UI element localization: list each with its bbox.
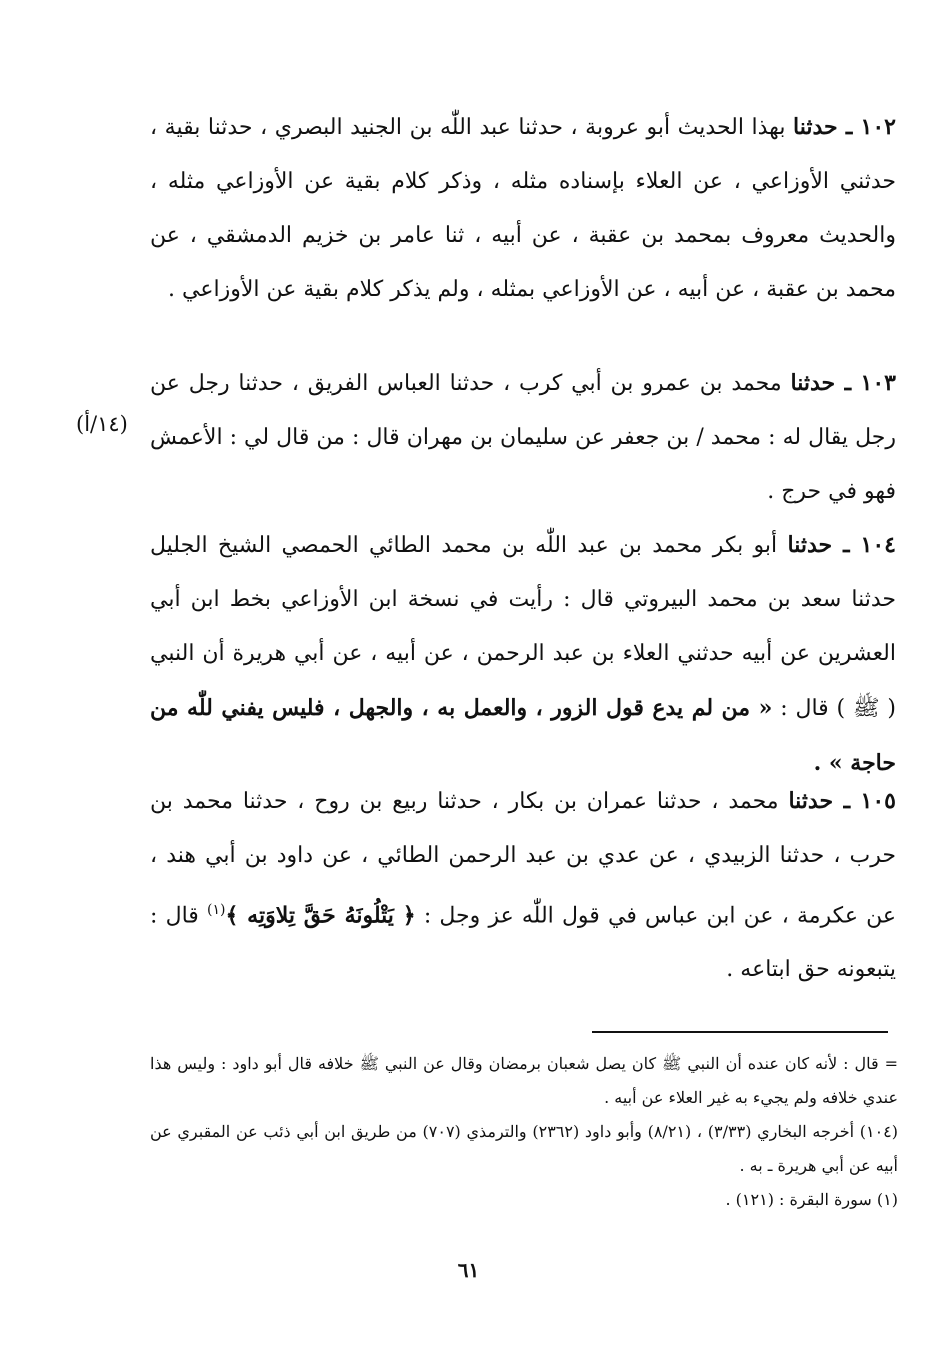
- footnote-marker: (١): [206, 902, 226, 918]
- hadith-104: [150, 518, 896, 791]
- hadith-103: [150, 356, 896, 519]
- hadith-number: ١٠٤ ـ حدثنا: [787, 532, 896, 558]
- hadith-tail: قال : يتبعونه حق ابتاعه .: [150, 903, 896, 983]
- quran-verse: ﴿ يَتْلُونَهُ حَقَّ تِلاوَتِه ﴾: [225, 902, 416, 929]
- margin-folio-note: (١٤/أ): [76, 412, 128, 436]
- hadith-102: [150, 100, 896, 317]
- hadith-text: محمد بن عمرو بن أبي كرب ، حدثنا العباس الفريق ، حدثنا رجل عن رجل يقال له : محمد / بن جعفر عن سليمان بن مهران قال : من قال لي : الأعمش فهو في حرج .: [150, 371, 896, 504]
- hadith-text: بهذا الحديث أبو عروبة ، حدثنا عبد اللّٰه بن الجنيد البصري ، حدثنا بقية ، حدثني الأوزاعي ، عن العلاء بإسناده مثله ، وذكر كلام بقية عن الأوزاعي مثله ، والحديث معروف بمحمد بن عقبة ، عن أبيه ، ثنا عامر بن خزيم الدمشقي ، عن محمد بن عقبة ، عن أبيه ، عن الأوزاعي بمثله ، ولم يذكر كلام بقية عن الأوزاعي .: [150, 115, 896, 302]
- hadith-quote: « من لم يدع قول الزور ، والعمل به ، والجهل ، فليس يفني للّٰه من حاجة » .: [150, 695, 896, 776]
- hadith-number: ١٠٢ ـ حدثنا: [793, 114, 896, 140]
- hadith-number: ١٠٣ ـ حدثنا: [790, 370, 896, 396]
- hadith-text: محمد ، حدثنا عمران بن بكار ، حدثنا ربيع بن روح ، حدثنا محمد بن حرب ، حدثنا الزبيدي ، عن عدي بن عبد الرحمن الطائي ، عن داود بن أبي هند ، عن عكرمة ، عن ابن عباس في قول اللّٰه عز وجل :: [150, 789, 897, 929]
- footnote-1: (١) سورة البقرة : (١٢١) .: [725, 1190, 898, 1209]
- page-number: ٦١: [457, 1258, 480, 1282]
- hadith-105: [150, 774, 896, 997]
- hadith-number: ١٠٥ ـ حدثنا: [788, 788, 896, 814]
- footnote-104: (١٠٤) أخرجه البخاري (٣/٣٣) ، (٨/٢١) وأبو داود (٢٣٦٢) والترمذي (٧٠٧) من طريق ابن أبي ذئب عن المقبري عن أبيه عن أبي هريرة ـ به .: [150, 1122, 899, 1175]
- footnote-continuation: = قال : لأنه كان عنده أن النبي ﷺ كان يصل شعبان برمضان وقال عن النبي ﷺ خلافه قال أبو داود : وليس هذا عندي خلافه ولم يجيء به غير العلاء عن أبيه .: [150, 1054, 898, 1107]
- footnotes: [150, 1047, 898, 1217]
- footnote-divider: [592, 1031, 888, 1033]
- hadith-text: أبو بكر محمد بن عبد اللّٰه بن محمد الطائي الحمصي الشيخ الجليل حدثنا سعد بن محمد البيروتي قال : رأيت في نسخة ابن الأوزاعي بخط ابن أبي العشرين عن أبيه حدثني العلاء بن عبد الرحمن ، عن أبيه ، عن أبي هريرة أن النبي ( ﷺ ) قال :: [150, 533, 896, 721]
